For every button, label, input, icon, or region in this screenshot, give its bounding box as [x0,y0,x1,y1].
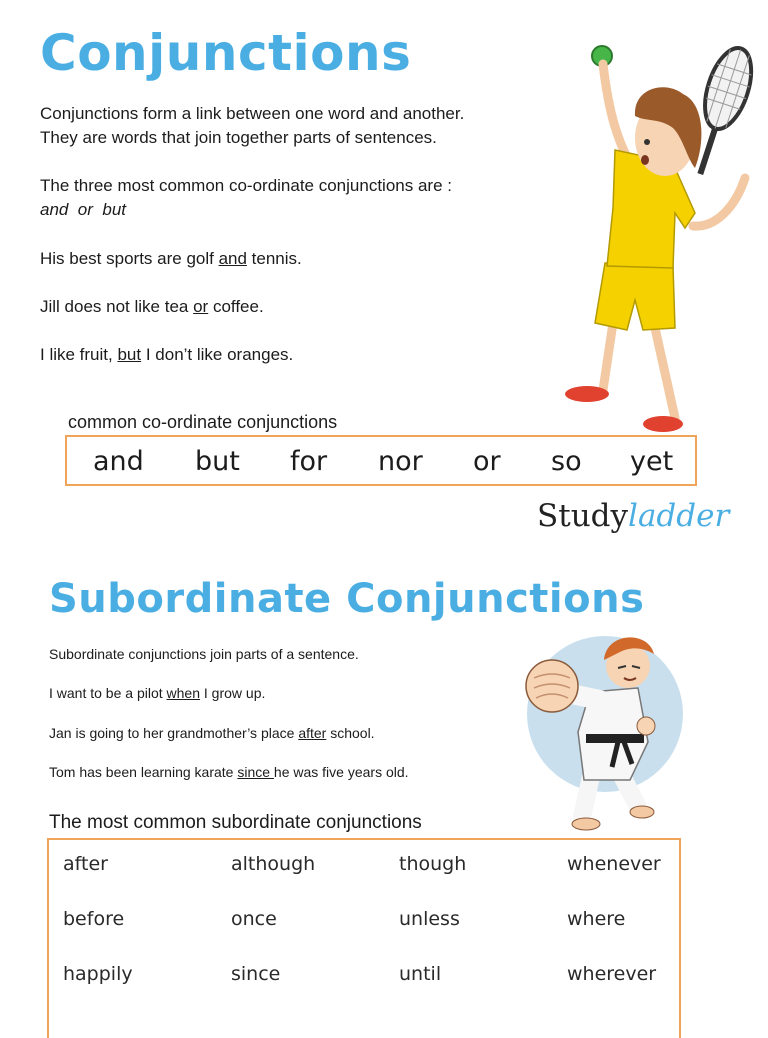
coordinate-conjunctions-box [65,435,697,486]
conjunction-cell: where [567,908,626,930]
common-conjunctions-text: The three most common co-ordinate conjunctions are : and or but [40,176,452,219]
conjunction-cell: once [231,908,277,930]
example-sentence: His best sports are golf and tennis. [40,249,302,268]
conjunction-cell: although [231,853,316,875]
conjunction-word: and [93,446,144,477]
conjunction-cell: until [399,963,442,985]
example-sentence: I like fruit, but I don’t like oranges. [40,345,294,364]
conjunction-word: for [290,446,328,477]
page-title: Conjunctions [40,24,412,82]
intro-text: Subordinate conjunctions join parts of a sentence. [49,646,359,662]
studyladder-logo: Studyladder [537,498,730,534]
conjunction-cell: though [399,853,467,875]
example-sentence: Jan is going to her grandmother’s place after school. [49,725,375,741]
conjunction-cell: happily [63,963,133,985]
conjunction-word: yet [630,446,674,477]
example-sentence: I want to be a pilot when I grow up. [49,685,266,701]
karate-kid-illustration [520,622,690,837]
conjunction-word: nor [378,446,423,477]
conjunction-cell: whenever [567,853,661,875]
conjunction-word: or [473,446,501,477]
conjunction-word: but [195,446,240,477]
conjunction-word: so [551,446,582,477]
example-sentence: Tom has been learning karate since he was five years old. [49,764,409,780]
conjunction-cell: after [63,853,108,875]
conjunction-cell: since [231,963,281,985]
conjunction-cell: wherever [567,963,657,985]
subordinate-box-label: The most common subordinate conjunctions [49,812,422,833]
tennis-player-illustration [555,38,760,438]
section-title: Subordinate Conjunctions [49,576,645,622]
conjunction-cell: unless [399,908,460,930]
intro-text: Conjunctions form a link between one word and another. They are words that join together parts of sentences. [40,104,465,147]
conjunction-cell: before [63,908,125,930]
example-sentence: Jill does not like tea or coffee. [40,297,264,316]
coordinate-box-label: common co-ordinate conjunctions [68,412,338,432]
